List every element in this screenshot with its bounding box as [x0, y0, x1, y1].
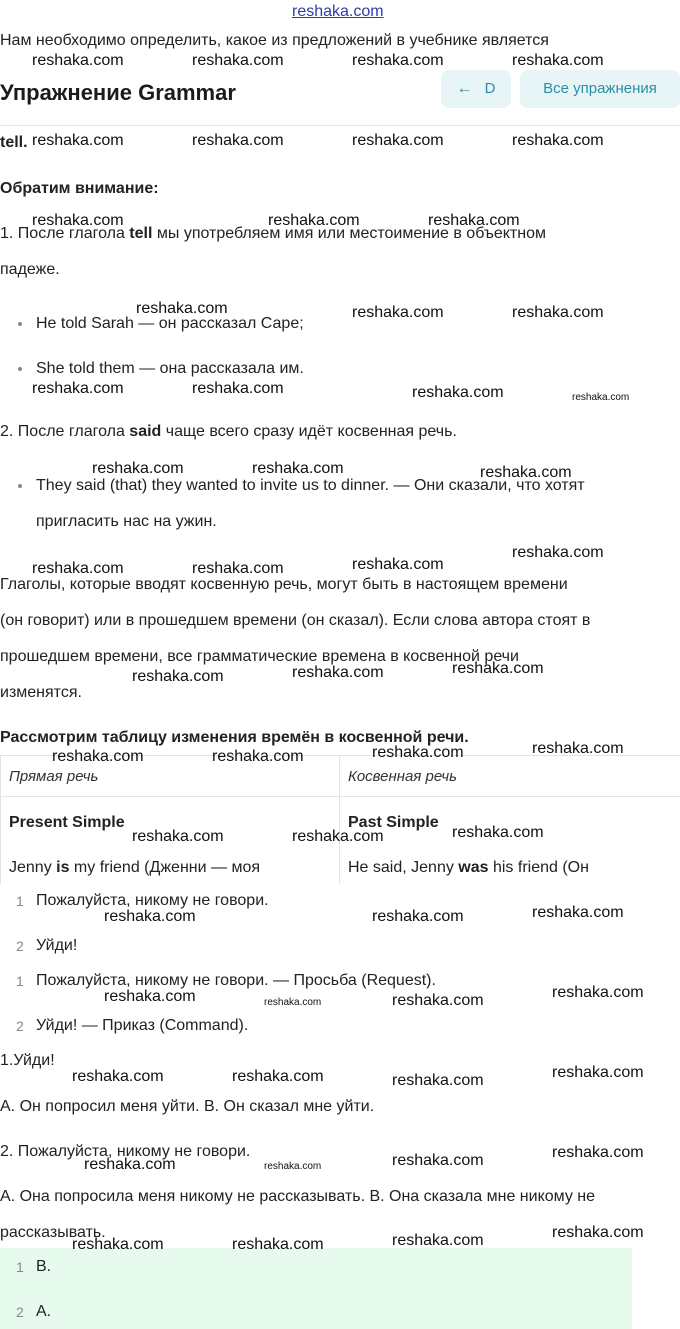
- watermark: reshaka.com: [552, 1144, 644, 1161]
- table-cell: Present Simple: [9, 814, 125, 831]
- list-number: 1: [16, 893, 24, 909]
- rule-1-suffix: мы употребляем имя или местоимение в объектном: [152, 225, 546, 242]
- watermark: reshaka.com: [352, 304, 444, 321]
- watermark: reshaka.com: [392, 1152, 484, 1169]
- watermark: reshaka.com: [572, 392, 630, 403]
- bullet-item-continuation: пригласить нас на ужин.: [36, 513, 217, 530]
- list-item: Уйди!: [36, 937, 78, 954]
- watermark: reshaka.com: [352, 52, 444, 69]
- watermark: reshaka.com: [372, 744, 464, 761]
- rule-1-keyword: tell: [129, 225, 153, 242]
- rule-2-suffix: чаще всего сразу идёт косвенная речь.: [161, 423, 457, 440]
- question-title: 2. Пожалуйста, никому не говори.: [0, 1143, 251, 1160]
- watermark: reshaka.com: [392, 1072, 484, 1089]
- back-button-label: D: [484, 80, 496, 97]
- table-cell: Past Simple: [348, 814, 439, 831]
- rule-1-continuation: падеже.: [0, 261, 60, 278]
- paragraph-line: прошедшем времени, все грамматические времена в косвенной речи: [0, 648, 519, 665]
- back-button[interactable]: [441, 70, 511, 108]
- watermark: reshaka.com: [32, 52, 124, 69]
- rule-2: [0, 422, 457, 442]
- watermark: reshaka.com: [32, 560, 124, 577]
- paragraph-line: изменятся.: [0, 684, 82, 701]
- watermark: reshaka.com: [104, 988, 196, 1005]
- list-item: Пожалуйста, никому не говори. — Просьба (Request).: [36, 972, 436, 989]
- watermark: reshaka.com: [352, 132, 444, 149]
- watermark: reshaka.com: [428, 212, 520, 229]
- rule-1-prefix: 1. После глагола: [0, 225, 130, 242]
- watermark: reshaka.com: [552, 984, 644, 1001]
- table-cell: He said, Jenny was his friend (Он: [348, 859, 589, 876]
- watermark: reshaka.com: [212, 748, 304, 765]
- question-options-continuation: рассказывать.: [0, 1224, 106, 1241]
- watermark: reshaka.com: [392, 1232, 484, 1249]
- watermark: reshaka.com: [292, 664, 384, 681]
- page-title: Упражнение Grammar: [0, 80, 236, 105]
- site-watermark-top[interactable]: reshaka.com: [292, 3, 384, 20]
- paragraph-line: Глаголы, которые вводят косвенную речь, могут быть в настоящем времени: [0, 576, 568, 593]
- rule-2-prefix: 2. После глагола: [0, 423, 130, 440]
- table-cell: Jenny is my friend (Дженни — моя: [9, 859, 260, 876]
- watermark: reshaka.com: [452, 824, 544, 841]
- answers-block: [0, 1248, 632, 1329]
- all-exercises-button[interactable]: Все упражнения: [520, 70, 680, 108]
- watermark: reshaka.com: [268, 212, 360, 229]
- bullet-dot: [18, 367, 22, 371]
- answer-number: 1: [16, 1259, 24, 1275]
- question-options: A. Он попросил меня уйти. B. Он сказал мне уйти.: [0, 1098, 375, 1115]
- answer-item: A.: [36, 1303, 52, 1320]
- bullet-dot: [18, 322, 22, 326]
- table-heading: Рассмотрим таблицу изменения времён в косвенной речи.: [0, 729, 469, 746]
- watermark: reshaka.com: [412, 384, 504, 401]
- watermark: reshaka.com: [264, 997, 322, 1008]
- watermark: reshaka.com: [372, 908, 464, 925]
- arrow-left-icon: ←: [456, 80, 473, 97]
- watermark: reshaka.com: [532, 740, 624, 757]
- rule-1: [0, 224, 546, 244]
- watermark: reshaka.com: [84, 1156, 176, 1173]
- paragraph-line: (он говорит) или в прошедшем времени (он сказал). Если слова автора стоят в: [0, 612, 591, 629]
- bullet-dot: [18, 484, 22, 488]
- watermark: reshaka.com: [232, 1236, 324, 1253]
- watermark: reshaka.com: [72, 1068, 164, 1085]
- list-number: 2: [16, 1018, 24, 1034]
- watermark: reshaka.com: [92, 460, 184, 477]
- watermark: reshaka.com: [512, 132, 604, 149]
- table-col-header: Прямая речь: [9, 768, 99, 785]
- watermark: reshaka.com: [292, 828, 384, 845]
- watermark: reshaka.com: [52, 748, 144, 765]
- bullet-item: They said (that) they wanted to invite us to dinner. — Они сказали, что хотят: [36, 477, 585, 494]
- list-item: Уйди! — Приказ (Command).: [36, 1017, 249, 1034]
- watermark: reshaka.com: [132, 828, 224, 845]
- watermark: reshaka.com: [512, 52, 604, 69]
- watermark: reshaka.com: [192, 52, 284, 69]
- watermark: reshaka.com: [392, 992, 484, 1009]
- answer-number: 2: [16, 1304, 24, 1320]
- watermark: reshaka.com: [512, 304, 604, 321]
- attention-heading: Обратим внимание:: [0, 180, 159, 197]
- question-options: A. Она попросила меня никому не рассказывать. B. Она сказала мне никому не: [0, 1188, 596, 1205]
- watermark: reshaka.com: [232, 1068, 324, 1085]
- list-number: 2: [16, 938, 24, 954]
- watermark: reshaka.com: [104, 908, 196, 925]
- rule-2-keyword: said: [129, 423, 162, 440]
- watermark: reshaka.com: [252, 460, 344, 477]
- watermark: reshaka.com: [132, 668, 224, 685]
- watermark: reshaka.com: [512, 544, 604, 561]
- list-number: 1: [16, 973, 24, 989]
- watermark: reshaka.com: [552, 1224, 644, 1241]
- watermark: reshaka.com: [72, 1236, 164, 1253]
- watermark: reshaka.com: [552, 1064, 644, 1081]
- tenses-table: [0, 755, 680, 884]
- watermark: reshaka.com: [192, 132, 284, 149]
- exercise-header: [0, 68, 680, 126]
- tell-word: tell.: [0, 134, 28, 151]
- question-title: 1.Уйди!: [0, 1052, 55, 1069]
- watermark: reshaka.com: [192, 380, 284, 397]
- list-item: Пожалуйста, никому не говори.: [36, 892, 269, 909]
- watermark: reshaka.com: [136, 300, 228, 317]
- watermark: reshaka.com: [32, 212, 124, 229]
- bullet-item: She told them — она рассказала им.: [36, 360, 304, 377]
- watermark: reshaka.com: [264, 1161, 322, 1172]
- watermark: reshaka.com: [352, 556, 444, 573]
- watermark: reshaka.com: [480, 464, 572, 481]
- watermark: reshaka.com: [452, 660, 544, 677]
- watermark: reshaka.com: [32, 380, 124, 397]
- intro-line: Нам необходимо определить, какое из предложений в учебнике является: [0, 32, 549, 49]
- watermark: reshaka.com: [32, 132, 124, 149]
- watermark: reshaka.com: [532, 904, 624, 921]
- bullet-item: He told Sarah — он рассказал Саре;: [36, 315, 304, 332]
- table-col-header: Косвенная речь: [348, 768, 458, 785]
- watermark: reshaka.com: [192, 560, 284, 577]
- answer-item: B.: [36, 1258, 52, 1275]
